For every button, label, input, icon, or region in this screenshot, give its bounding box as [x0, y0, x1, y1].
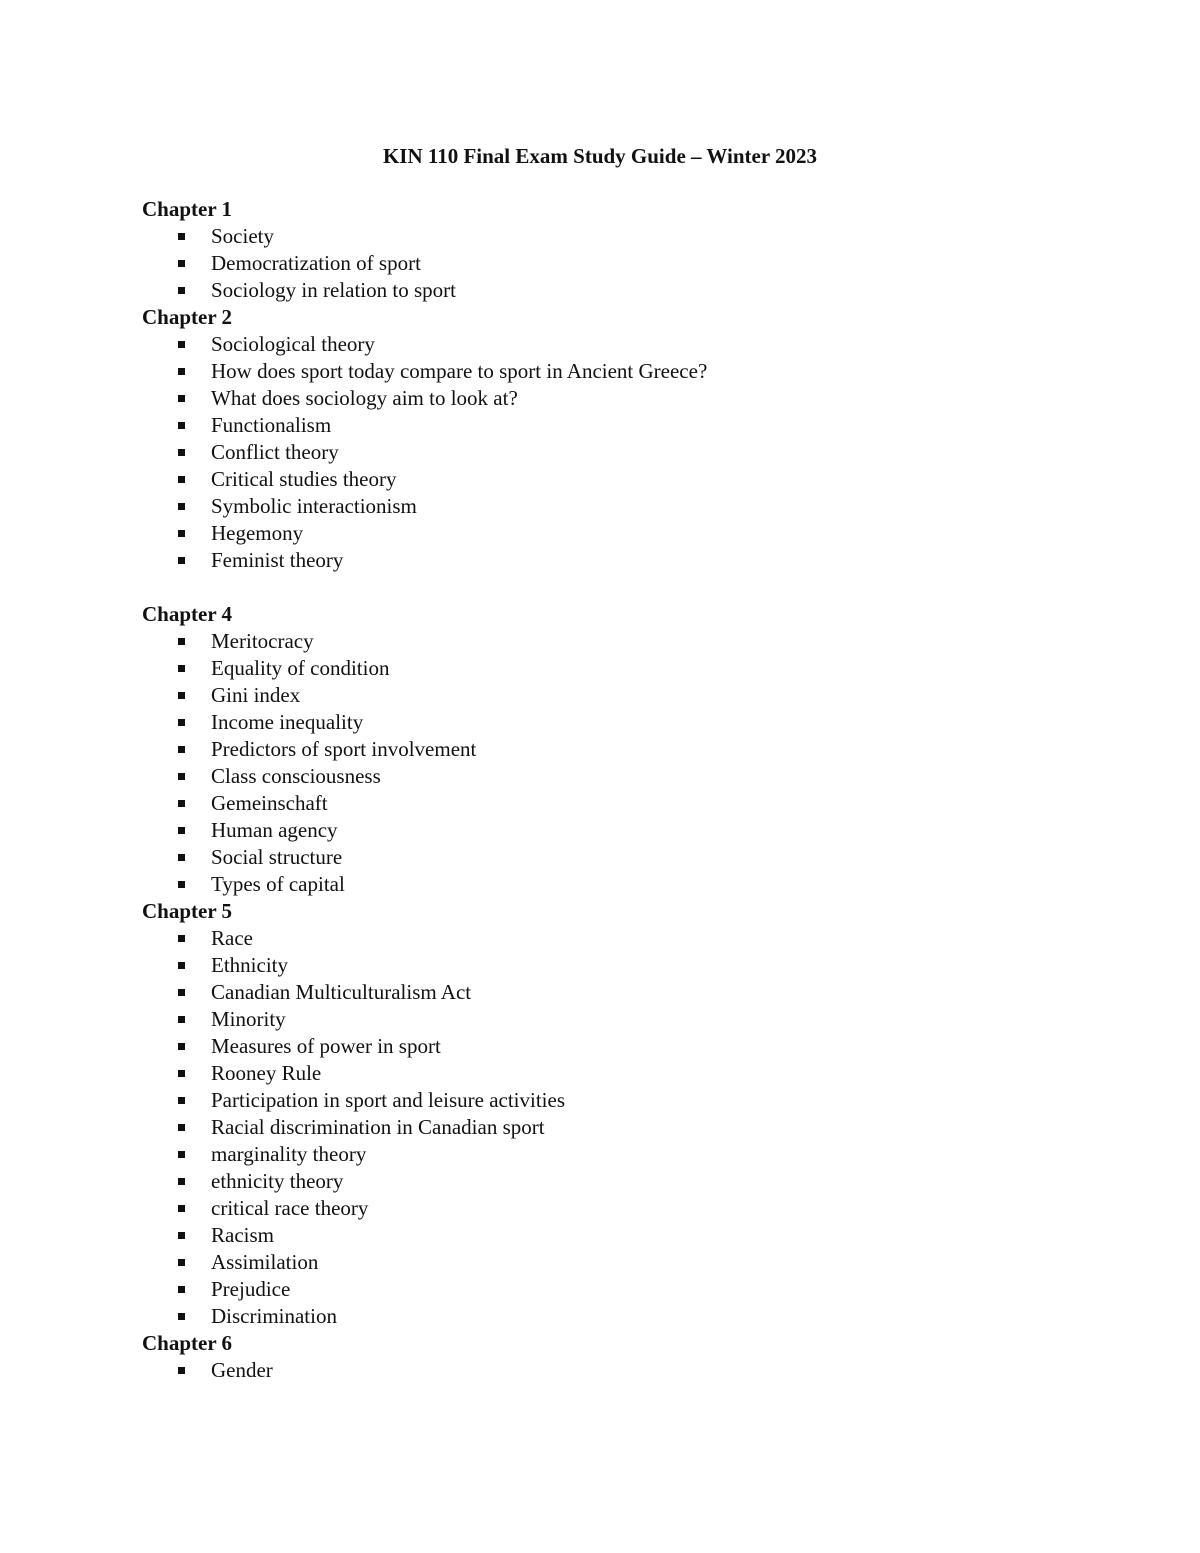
square-bullet-icon: [178, 989, 185, 996]
list-item: [142, 277, 1142, 304]
square-bullet-icon: [178, 287, 185, 294]
square-bullet-icon: [178, 530, 185, 537]
list-item: [142, 628, 1142, 655]
list-item: [142, 871, 1142, 898]
list-item: [142, 1222, 1142, 1249]
list-item: [142, 520, 1142, 547]
document-body: [142, 196, 1142, 1384]
topic-list: [142, 925, 1142, 1330]
chapter-5-section: [142, 898, 1142, 1330]
square-bullet-icon: [178, 260, 185, 267]
list-item: [142, 223, 1142, 250]
chapter-4-section: [142, 601, 1142, 898]
document-title: KIN 110 Final Exam Study Guide – Winter 2023: [382, 144, 818, 168]
topic-label: Race: [211, 926, 253, 950]
list-item: [142, 763, 1142, 790]
list-item: [142, 1249, 1142, 1276]
list-item: [142, 1195, 1142, 1222]
topic-label: critical race theory: [211, 1196, 369, 1220]
topic-label: Symbolic interactionism: [211, 494, 417, 518]
topic-label: Democratization of sport: [211, 251, 421, 275]
topic-label: Class consciousness: [211, 764, 381, 788]
list-item: [142, 682, 1142, 709]
chapter-heading: Chapter 2: [142, 305, 233, 329]
chapter-heading: Chapter 6: [142, 1331, 233, 1355]
square-bullet-icon: [178, 1259, 185, 1266]
blank-line: [142, 574, 1142, 601]
topic-label: What does sociology aim to look at?: [211, 386, 518, 410]
topic-label: How does sport today compare to sport in Ancient Greece?: [211, 359, 708, 383]
square-bullet-icon: [178, 233, 185, 240]
list-item: [142, 358, 1142, 385]
topic-label: Critical studies theory: [211, 467, 397, 491]
topic-list: [142, 628, 1142, 898]
list-item: [142, 1006, 1142, 1033]
list-item: [142, 250, 1142, 277]
topic-list: [142, 223, 1142, 304]
square-bullet-icon: [178, 1070, 185, 1077]
list-item: [142, 331, 1142, 358]
topic-label: Hegemony: [211, 521, 304, 545]
list-item: [142, 979, 1142, 1006]
square-bullet-icon: [178, 1043, 185, 1050]
list-item: [142, 385, 1142, 412]
list-item: [142, 1141, 1142, 1168]
topic-list: [142, 331, 1142, 574]
square-bullet-icon: [178, 395, 185, 402]
list-item: [142, 817, 1142, 844]
square-bullet-icon: [178, 638, 185, 645]
square-bullet-icon: [178, 773, 185, 780]
square-bullet-icon: [178, 1097, 185, 1104]
topic-label: Assimilation: [211, 1250, 319, 1274]
topic-label: Rooney Rule: [211, 1061, 322, 1085]
chapter-heading: Chapter 1: [142, 197, 233, 221]
topic-label: Measures of power in sport: [211, 1034, 441, 1058]
square-bullet-icon: [178, 1016, 185, 1023]
topic-label: Ethnicity: [211, 953, 288, 977]
topic-list: [142, 1357, 1142, 1384]
list-item: [142, 493, 1142, 520]
topic-label: Gini index: [211, 683, 301, 707]
list-item: [142, 547, 1142, 574]
topic-label: Conflict theory: [211, 440, 339, 464]
topic-label: Gender: [211, 1358, 273, 1382]
topic-label: marginality theory: [211, 1142, 367, 1166]
list-item: [142, 1060, 1142, 1087]
topic-label: Prejudice: [211, 1277, 291, 1301]
list-item: [142, 466, 1142, 493]
square-bullet-icon: [178, 854, 185, 861]
square-bullet-icon: [178, 449, 185, 456]
chapter-6-section: [142, 1330, 1142, 1384]
list-item: [142, 925, 1142, 952]
chapter-heading: Chapter 4: [142, 602, 233, 626]
chapter-heading: Chapter 5: [142, 899, 233, 923]
list-item: [142, 709, 1142, 736]
chapter-2-section: [142, 304, 1142, 601]
square-bullet-icon: [178, 476, 185, 483]
topic-label: Social structure: [211, 845, 343, 869]
square-bullet-icon: [178, 1178, 185, 1185]
square-bullet-icon: [178, 422, 185, 429]
square-bullet-icon: [178, 800, 185, 807]
square-bullet-icon: [178, 827, 185, 834]
list-item: [142, 1303, 1142, 1330]
square-bullet-icon: [178, 557, 185, 564]
topic-label: Participation in sport and leisure activities: [211, 1088, 565, 1112]
square-bullet-icon: [178, 881, 185, 888]
list-item: [142, 655, 1142, 682]
square-bullet-icon: [178, 692, 185, 699]
square-bullet-icon: [178, 935, 185, 942]
square-bullet-icon: [178, 341, 185, 348]
topic-label: Racism: [211, 1223, 274, 1247]
topic-label: Discrimination: [211, 1304, 337, 1328]
square-bullet-icon: [178, 503, 185, 510]
square-bullet-icon: [178, 1232, 185, 1239]
square-bullet-icon: [178, 665, 185, 672]
list-item: [142, 439, 1142, 466]
topic-label: Functionalism: [211, 413, 332, 437]
square-bullet-icon: [178, 1205, 185, 1212]
square-bullet-icon: [178, 1124, 185, 1131]
square-bullet-icon: [178, 1286, 185, 1293]
list-item: [142, 412, 1142, 439]
topic-label: Human agency: [211, 818, 338, 842]
square-bullet-icon: [178, 746, 185, 753]
square-bullet-icon: [178, 1367, 185, 1374]
list-item: [142, 844, 1142, 871]
topic-label: Racial discrimination in Canadian sport: [211, 1115, 545, 1139]
topic-label: Society: [211, 224, 274, 248]
square-bullet-icon: [178, 962, 185, 969]
topic-label: Sociological theory: [211, 332, 375, 356]
list-item: [142, 1357, 1142, 1384]
square-bullet-icon: [178, 1151, 185, 1158]
topic-label: ethnicity theory: [211, 1169, 344, 1193]
topic-label: Canadian Multiculturalism Act: [211, 980, 472, 1004]
topic-label: Feminist theory: [211, 548, 344, 572]
list-item: [142, 736, 1142, 763]
list-item: [142, 1087, 1142, 1114]
list-item: [142, 1276, 1142, 1303]
topic-label: Gemeinschaft: [211, 791, 328, 815]
square-bullet-icon: [178, 368, 185, 375]
topic-label: Income inequality: [211, 710, 364, 734]
list-item: [142, 952, 1142, 979]
topic-label: Minority: [211, 1007, 286, 1031]
square-bullet-icon: [178, 1313, 185, 1320]
topic-label: Equality of condition: [211, 656, 390, 680]
list-item: [142, 1168, 1142, 1195]
topic-label: Predictors of sport involvement: [211, 737, 477, 761]
square-bullet-icon: [178, 719, 185, 726]
chapter-1-section: [142, 196, 1142, 304]
list-item: [142, 790, 1142, 817]
topic-label: Types of capital: [211, 872, 345, 896]
topic-label: Sociology in relation to sport: [211, 278, 456, 302]
list-item: [142, 1033, 1142, 1060]
list-item: [142, 1114, 1142, 1141]
topic-label: Meritocracy: [211, 629, 314, 653]
